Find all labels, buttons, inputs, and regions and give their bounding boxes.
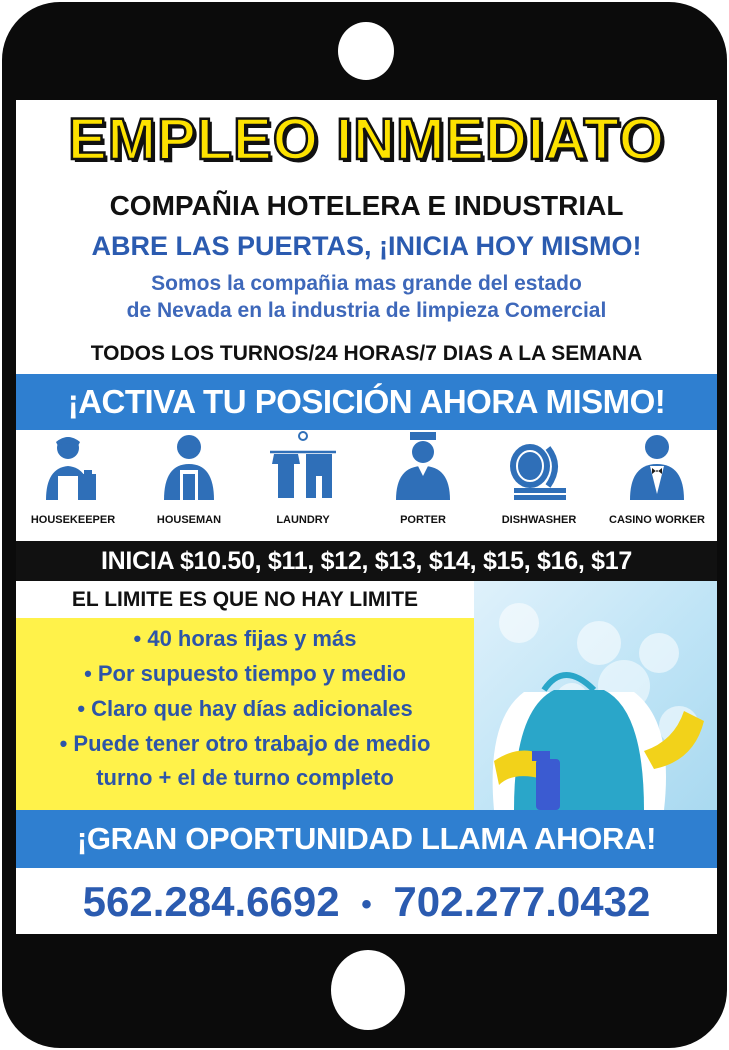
position-porter [368,430,478,526]
company-description [16,270,717,324]
position-dishwasher [484,430,594,526]
position-houseman [134,430,244,526]
description-line: Somos la compañia mas grande del estado [151,272,582,295]
porter-icon [388,430,458,500]
benefit-item: • Puede tener otro trabajo de medio [59,731,431,756]
benefit-item: • 40 horas fijas y más [133,626,357,651]
company-name: COMPAÑIA HOTELERA E INDUSTRIAL [109,190,624,221]
position-label: DISHWASHER [501,514,577,526]
limit-heading: EL LIMITE ES QUE NO HAY LIMITE [16,581,474,618]
phone-number-2[interactable]: 702.277.0432 [393,878,651,925]
cleaner-illustration [474,581,717,810]
shifts-line: TODOS LOS TURNOS/24 HORAS/7 DIAS A LA SEMANA [90,342,643,365]
phone-number-1[interactable]: 562.284.6692 [82,878,340,925]
benefit-item: • Por supuesto tiempo y medio [84,661,406,686]
position-label: HOUSEMAN [156,514,222,526]
tagline: ABRE LAS PUERTAS, ¡INICIA HOY MISMO! [91,231,642,261]
phone-frame [2,2,727,1048]
dishwasher-icon [504,430,574,500]
phone-home-button [331,950,405,1030]
benefits-panel [16,581,474,810]
phone-numbers [16,870,717,934]
houseman-icon [154,430,224,500]
description-line: de Nevada en la industria de limpieza Comercial [126,299,607,322]
casino-worker-icon [622,430,692,500]
laundry-icon [268,430,338,500]
position-label: HOUSEKEEPER [30,514,116,526]
benefit-item: • Claro que hay días adicionales [77,696,413,721]
position-label: PORTER [400,514,446,526]
benefit-item: turno + el de turno completo [96,765,394,790]
positions-row [16,430,717,540]
cleaner-photo [474,581,717,810]
wages-bar: INICIA $10.50, $11, $12, $13, $14, $15, $16, $17 [16,541,717,581]
phone-speaker [338,22,394,80]
position-housekeeper [18,430,128,526]
benefits-box [16,618,474,810]
position-label: LAUNDRY [276,514,330,526]
flyer-title: EMPLEO INMEDIATO [67,107,666,172]
housekeeper-icon [38,430,108,500]
phone-separator: • [361,887,372,921]
activa-banner: ¡ACTIVA TU POSICIÓN AHORA MISMO! [16,374,717,430]
cta-banner: ¡GRAN OPORTUNIDAD LLAMA AHORA! [16,810,717,868]
flyer-screen [16,100,717,934]
position-casino-worker [602,430,712,526]
position-laundry [248,430,358,526]
position-label: CASINO WORKER [609,514,705,526]
